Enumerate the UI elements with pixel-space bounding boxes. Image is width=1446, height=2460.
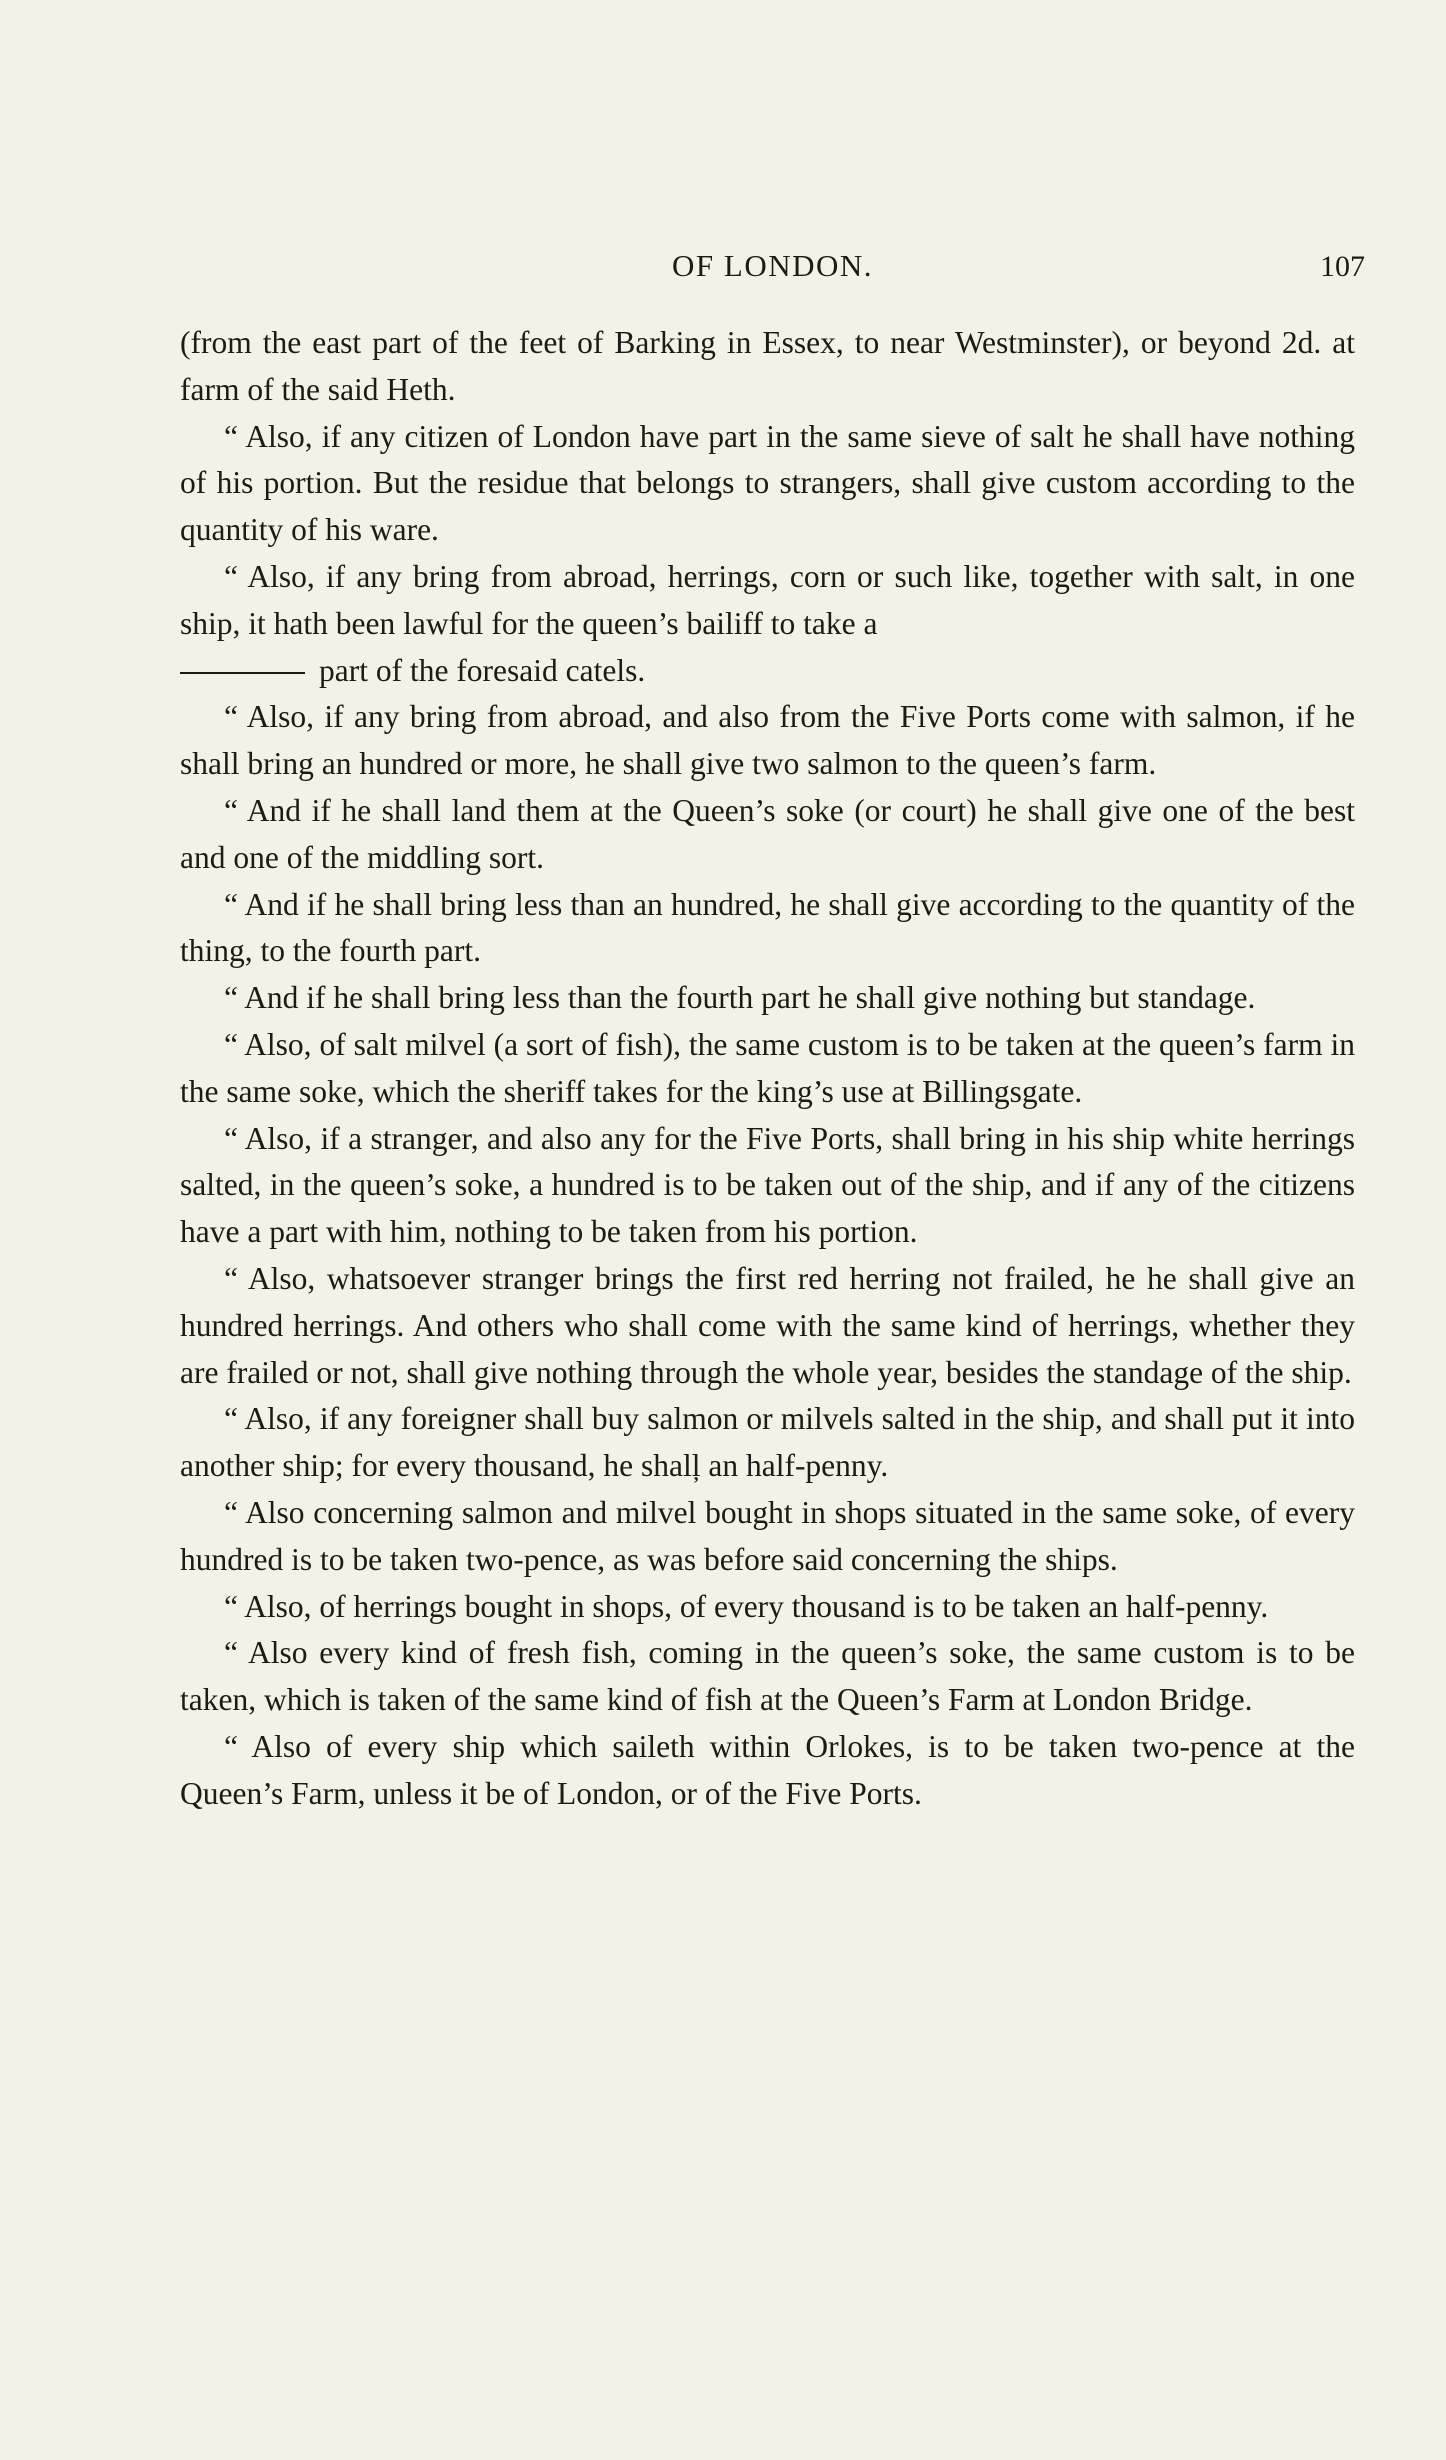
- paragraph: “ And if he shall bring less than the fourth part he shall give nothing but standage.: [224, 980, 1256, 1016]
- paragraph-continuation: [180, 648, 1355, 695]
- page-header: [180, 248, 1365, 288]
- paragraph: “ Also, if any citizen of London have part in the same sieve of salt he shall have nothing of his portion. But the residue that belongs to strangers, shall give custom according to the quantity of his ware.: [180, 418, 1355, 548]
- paragraph: “ And if he shall land them at the Queen’s soke (or court) he shall give one of the best and one of the middling sort.: [180, 792, 1355, 875]
- paragraph: “ Also, if any foreigner shall buy salmon or milvels salted in the ship, and shall put it into another ship; for every thousand, he shalļ an half-penny.: [180, 1401, 1355, 1484]
- paragraph: “ Also, if a stranger, and also any for the Five Ports, shall bring in his ship white herrings salted, in the queen’s soke, a hundred is to be taken out of the ship, and if any of the citizens have a part with him, nothing to be taken from his portion.: [180, 1120, 1355, 1250]
- paragraph: “ Also every kind of fresh fish, coming in the queen’s soke, the same custom is to be taken, which is taken of the same kind of fish at the Queen’s Farm at London Bridge.: [180, 1635, 1355, 1718]
- paragraph: “ Also of every ship which saileth within Orlokes, is to be taken two-pence at the Queen’s Farm, unless it be of London, or of the Five Ports.: [180, 1728, 1355, 1811]
- page-number: 107: [1320, 250, 1365, 283]
- paragraph: (from the east part of the feet of Barking in Essex, to near Westminster), or beyond 2d. at farm of the said Heth.: [180, 325, 1355, 407]
- continuation-text: part of the foresaid catels.: [319, 652, 646, 688]
- paragraph: “ Also, if any bring from abroad, herrings, corn or such like, together with salt, in one ship, it hath been lawful for the queen’s bailiff to take a: [180, 558, 1355, 641]
- blank-rule: [180, 672, 305, 674]
- paragraph: “ Also concerning salmon and milvel bought in shops situated in the same soke, of every hundred is to be taken two-pence, as was before said concerning the ships.: [180, 1494, 1355, 1577]
- paragraph: “ And if he shall bring less than an hundred, he shall give according to the quantity of the thing, to the fourth part.: [180, 886, 1355, 969]
- paragraph: “ Also, whatsoever stranger brings the first red herring not frailed, he he shall give an hundred herrings. And others who shall come with the same kind of herrings, whether they are frailed or not, shall give nothing through the whole year, besides the standage of the ship.: [180, 1260, 1355, 1390]
- body-text: [180, 320, 1355, 1818]
- running-title: OF LONDON.: [672, 248, 873, 283]
- paragraph: “ Also, of salt milvel (a sort of fish), the same custom is to be taken at the queen’s farm in the same soke, which the sheriff takes for the king’s use at Billingsgate.: [180, 1026, 1355, 1109]
- paragraph: “ Also, of herrings bought in shops, of every thousand is to be taken an half-penny.: [224, 1588, 1269, 1624]
- paragraph: “ Also, if any bring from abroad, and also from the Five Ports come with salmon, if he shall bring an hundred or more, he shall give two salmon to the queen’s farm.: [180, 699, 1355, 782]
